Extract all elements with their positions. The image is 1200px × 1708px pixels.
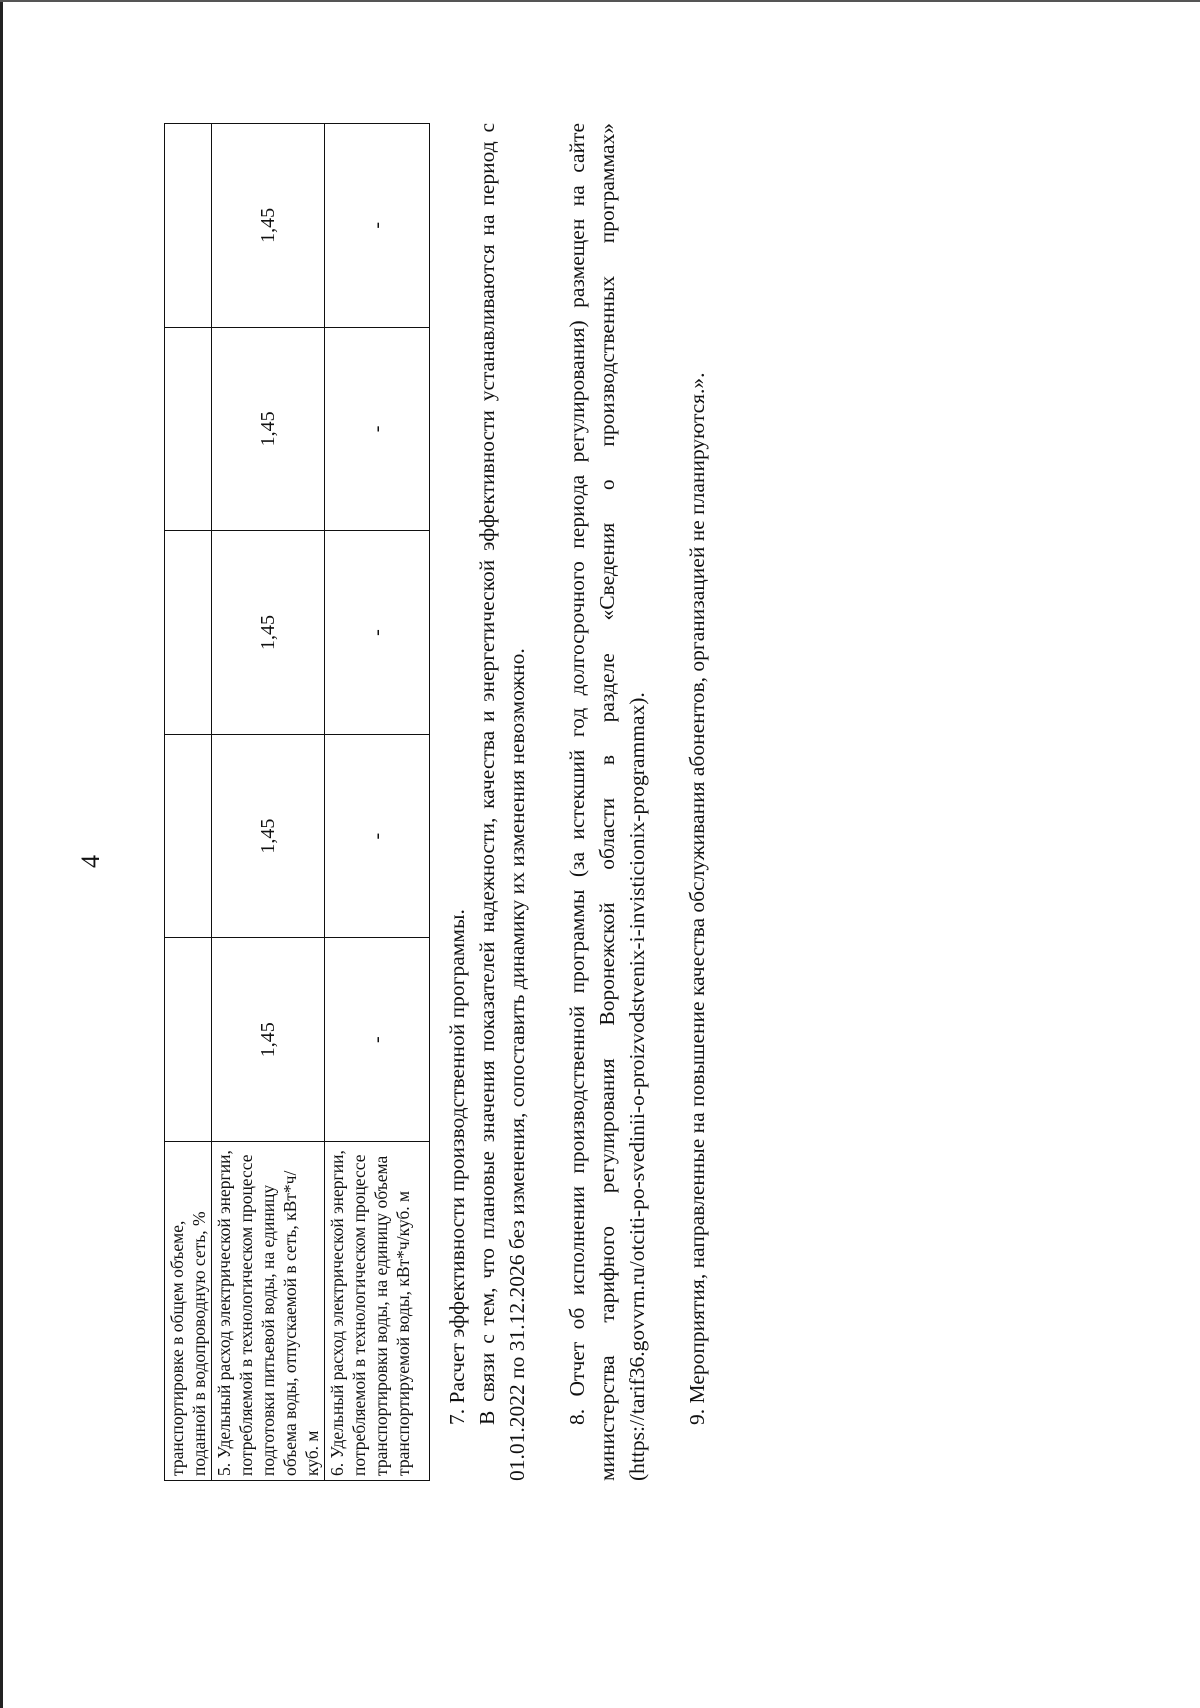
table-cell <box>165 531 212 735</box>
table-cell <box>165 938 212 1142</box>
indicators-table <box>164 123 430 1481</box>
table-cell: 1,45 <box>212 124 325 328</box>
table-row-label: 5. Удельный расход электрической энергии, потребляемой в технологическом процессе подготовки питьевой воды, на единицу объема воды, отпускаемой в сеть, кВт*ч/куб. м <box>212 1142 325 1481</box>
table-cell: 1,45 <box>212 938 325 1142</box>
table-cell: 1,45 <box>212 734 325 938</box>
table-cell: - <box>325 734 430 938</box>
table-cell <box>165 124 212 328</box>
table-cell: - <box>325 531 430 735</box>
table-cell: 1,45 <box>212 531 325 735</box>
section-7-heading: 7. Расчет эффективности производственной программы. <box>445 909 469 1425</box>
table-cell: - <box>325 327 430 531</box>
table-row-label: 6. Удельный расход электрической энергии, потребляемой в технологическом процессе транспортировки воды, на единицу объема транспортируемой воды, кВт*ч/куб. м <box>325 1142 430 1481</box>
table-cell <box>165 327 212 531</box>
document-body <box>442 123 712 1481</box>
section-8-body: 8. Отчет об исполнении производственной программы (за истекший год долгосрочного периода регулирования) размещен на сайте министерства тарифного регулирования Воронежской области в разделе «Сведения о производственных программах» (https://tarif36.govvrn.ru/otciti-po-svedinii-o-proizvodstvenix-i-invisticionix-programmax). <box>565 123 649 1481</box>
table-cell: - <box>325 124 430 328</box>
table-cell <box>165 734 212 938</box>
paragraph-gap <box>532 123 562 1481</box>
page-number: 4 <box>76 855 105 868</box>
table-row <box>212 124 325 1481</box>
table-row-label: транспортировке в общем объеме, поданной в водопроводную сеть, % <box>165 1142 212 1481</box>
section-7-body: В связи с тем, что плановые значения показателей надежности, качества и энергетической эффективности устанавливаются на период с 01.01.2022 по 31.12.2026 без изменения, сопоставить динамику их изменения невозможно. <box>475 123 529 1481</box>
table-row <box>165 124 212 1481</box>
paragraph-gap <box>652 123 682 1481</box>
table-cell: 1,45 <box>212 327 325 531</box>
table-cell: - <box>325 938 430 1142</box>
section-9-body: 9. Мероприятия, направленные на повышение качества обслуживания абонентов, организацией не планируются.». <box>685 372 709 1425</box>
table-row <box>325 124 430 1481</box>
